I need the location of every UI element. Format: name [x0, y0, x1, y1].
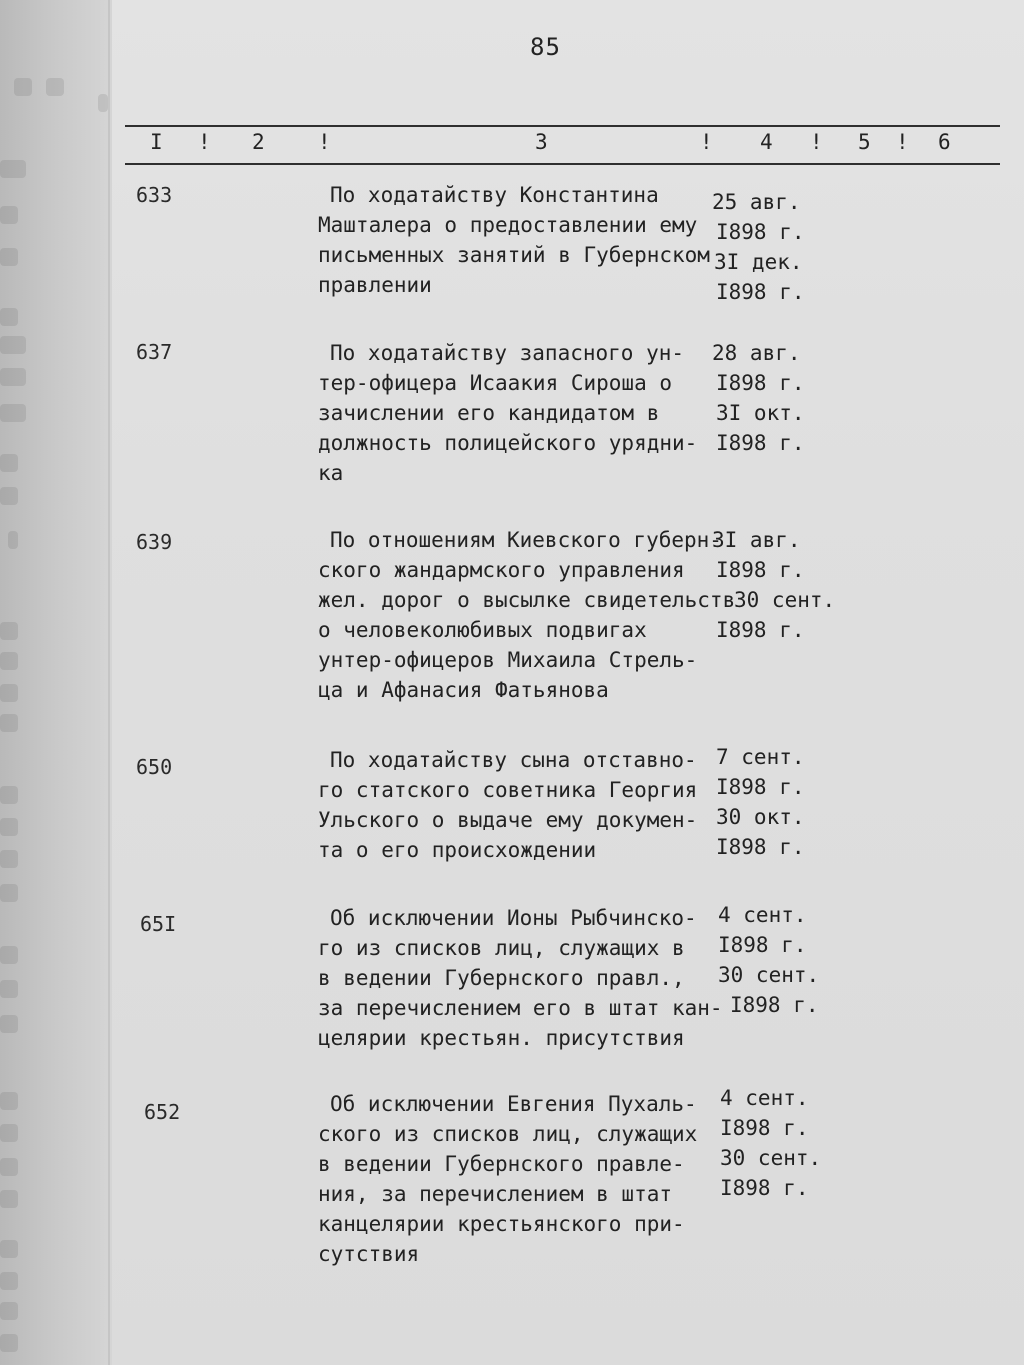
- show-through-text: ᅠ: [150, 211, 168, 232]
- page-number: 85: [530, 33, 561, 61]
- left-page-mark: [0, 1240, 18, 1258]
- left-page-mark: [14, 78, 32, 96]
- entry-date-end: 30 сент.: [720, 1146, 822, 1170]
- entry-date-end-year: I898 г.: [716, 280, 805, 304]
- entry-line: зачислении его кандидатом в: [318, 401, 660, 425]
- entry-line: сутствия: [318, 1242, 420, 1266]
- entry-line: должность полицейского урядни-: [318, 431, 698, 455]
- entry-line: По ходатайству Константина: [330, 183, 659, 207]
- entry-line: за перечислением его в штат кан-: [318, 996, 723, 1020]
- entry-date-end: 30 сент.: [718, 963, 820, 987]
- header-column-5: 5: [858, 130, 871, 154]
- entry-line: жел. дорог о высылке свидетельств: [318, 588, 736, 612]
- entry-number: 637: [136, 340, 173, 364]
- entry-number: 639: [136, 530, 173, 554]
- left-page-mark: [46, 78, 64, 96]
- left-page-mark: [0, 1124, 18, 1142]
- header-column-2: 2: [252, 130, 265, 154]
- entry-line: ца и Афанасия Фатьянова: [318, 678, 609, 702]
- entry-line: в ведении Губернского правле-: [318, 1152, 685, 1176]
- header-column-1: I: [150, 130, 163, 154]
- left-page-mark: [0, 206, 18, 224]
- left-page-mark: [0, 248, 18, 266]
- entry-description: [318, 903, 723, 1053]
- left-page-mark: [0, 454, 18, 472]
- entry-date-end: 3I окт.: [716, 401, 805, 425]
- entry-date-end-year: I898 г.: [730, 993, 819, 1017]
- entry-date-end-year: I898 г.: [716, 431, 805, 455]
- left-page-mark: [0, 368, 26, 386]
- left-page-mark: [0, 714, 18, 732]
- entry-date-start-year: I898 г.: [718, 933, 807, 957]
- header-separator: !: [318, 130, 331, 154]
- entry-description: [318, 745, 708, 865]
- left-page-mark: [0, 1092, 18, 1110]
- entry-date-end-year: I898 г.: [720, 1176, 809, 1200]
- entry-date-end: 30 окт.: [716, 805, 805, 829]
- left-page-mark: [0, 487, 18, 505]
- entry-description: [318, 525, 736, 705]
- left-page-mark: [0, 1272, 18, 1290]
- entry-line: го статского советника Георгия: [318, 778, 698, 802]
- left-page-mark: [0, 1334, 18, 1352]
- left-page-mark: [0, 980, 18, 998]
- entry-number: 633: [136, 183, 173, 207]
- entry-date-start-year: I898 г.: [720, 1116, 809, 1140]
- entry-date-end-year: I898 г.: [716, 618, 805, 642]
- left-page-mark: [0, 946, 18, 964]
- entry-date-start: 3I авг.: [712, 528, 801, 552]
- entry-line: письменных занятий в Губернском: [318, 243, 710, 267]
- table-rule-bottom: [125, 163, 1000, 165]
- header-separator: !: [198, 130, 211, 154]
- left-page-mark: [0, 1190, 18, 1208]
- entry-description: [318, 338, 708, 488]
- header-column-6: 6: [938, 130, 951, 154]
- entry-line: целярии крестьян. присутствия: [318, 1026, 685, 1050]
- entry-date-start: 4 сент.: [718, 903, 807, 927]
- left-page-mark: [0, 160, 26, 178]
- left-page-mark: [0, 850, 18, 868]
- entry-line: та о его происхождении: [318, 838, 597, 862]
- left-page-mark: [0, 1158, 18, 1176]
- left-page-mark: [0, 308, 18, 326]
- header-separator: !: [700, 130, 713, 154]
- header-separator: !: [810, 130, 823, 154]
- left-page-mark: [0, 336, 26, 354]
- entry-line: ка: [318, 461, 344, 485]
- entry-number: 650: [136, 755, 173, 779]
- entry-line: тер-офицера Исаакия Сироша о: [318, 371, 673, 395]
- entry-description: [318, 180, 708, 300]
- entry-line: правлении: [318, 273, 432, 297]
- entry-date-start: 4 сент.: [720, 1086, 809, 1110]
- left-page-mark: [0, 1015, 18, 1033]
- header-separator: !: [896, 130, 909, 154]
- entry-line: го из списков лиц, служащих в: [318, 936, 685, 960]
- entry-date-start-year: I898 г.: [716, 371, 805, 395]
- entry-date-start-year: I898 г.: [716, 220, 805, 244]
- left-page-mark: [98, 94, 108, 112]
- header-column-3: 3: [535, 130, 548, 154]
- entry-number: 65I: [140, 912, 177, 936]
- entry-line: унтер-офицеров Михаила Стрель-: [318, 648, 698, 672]
- entry-date-end: 3I дек.: [714, 250, 803, 274]
- entry-date-start: 25 авг.: [712, 190, 801, 214]
- entry-date-start: 28 авг.: [712, 341, 801, 365]
- entry-line: Об исключении Ионы Рыбчинско-: [330, 906, 697, 930]
- entry-line: в ведении Губернского правл.,: [318, 966, 685, 990]
- entry-description: [318, 1089, 708, 1269]
- entry-line: По ходатайству запасного ун-: [330, 341, 685, 365]
- entry-line: ского жандармского управления: [318, 558, 685, 582]
- left-page-mark: [0, 786, 18, 804]
- entry-line: Ульского о выдаче ему докумен-: [318, 808, 698, 832]
- entry-line: ского из списков лиц, служащих: [318, 1122, 698, 1146]
- entry-line: канцелярии крестьянского при-: [318, 1212, 685, 1236]
- table-rule-top: [125, 125, 1000, 127]
- entry-line: Машталера о предоставлении ему: [318, 213, 698, 237]
- entry-number: 652: [144, 1100, 181, 1124]
- left-page-mark: [0, 818, 18, 836]
- entry-date-start: 7 сент.: [716, 745, 805, 769]
- entry-line: По ходатайству сына отставно-: [330, 748, 697, 772]
- entry-date-end: 30 сент.: [734, 588, 836, 612]
- entry-date-start-year: I898 г.: [716, 775, 805, 799]
- left-page-mark: [0, 684, 18, 702]
- left-page-bleed: [0, 0, 112, 1365]
- header-column-4: 4: [760, 130, 773, 154]
- left-page-mark: [0, 884, 18, 902]
- entry-line: По отношениям Киевского губерн-: [330, 528, 722, 552]
- left-page-mark: [0, 1302, 18, 1320]
- entry-line: о человеколюбивых подвигах: [318, 618, 647, 642]
- entry-date-start-year: I898 г.: [716, 558, 805, 582]
- entry-date-end-year: I898 г.: [716, 835, 805, 859]
- entry-line: ния, за перечислением в штат: [318, 1182, 673, 1206]
- left-page-mark: [0, 652, 18, 670]
- left-page-mark: [8, 531, 18, 549]
- show-through-text: ᅠ: [720, 303, 738, 324]
- left-page-mark: [0, 622, 18, 640]
- left-page-mark: [0, 404, 26, 422]
- entry-line: Об исключении Евгения Пухаль-: [330, 1092, 697, 1116]
